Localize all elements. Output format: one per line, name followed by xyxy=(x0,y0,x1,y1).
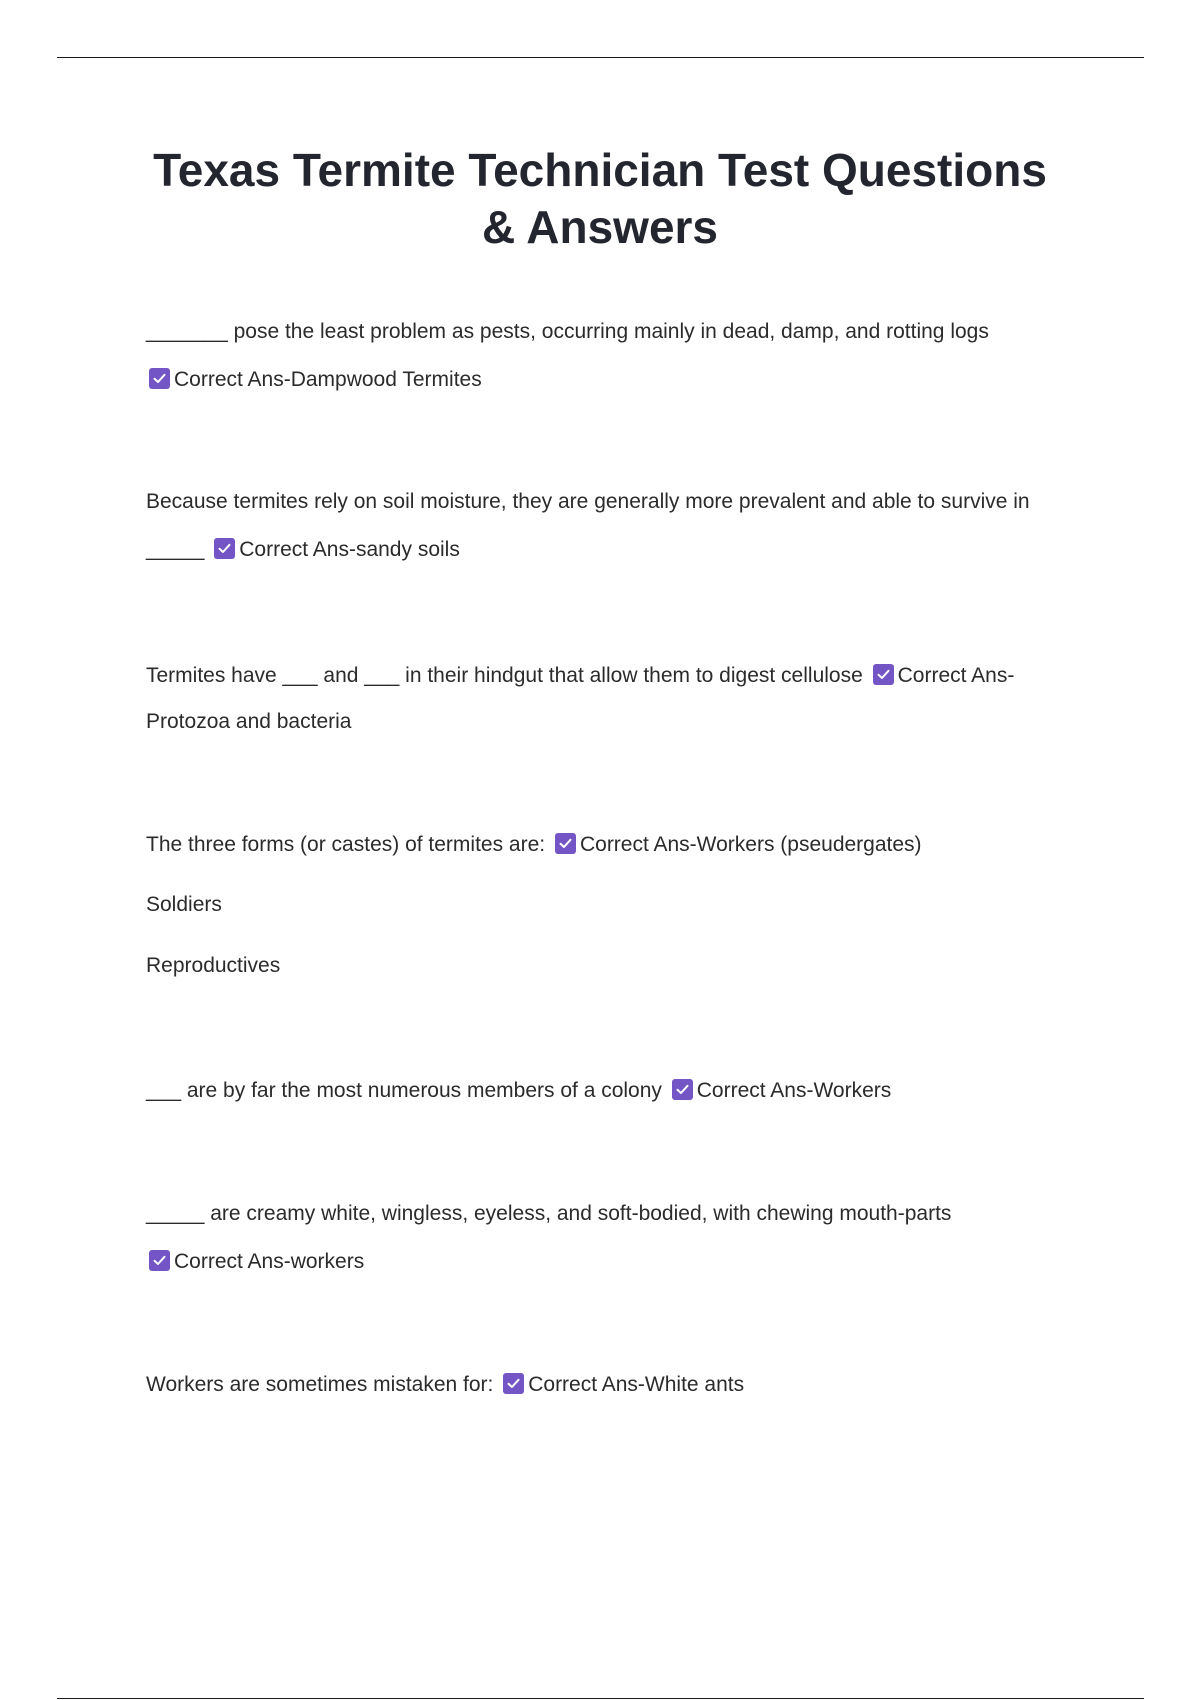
question-line xyxy=(146,1076,1091,1106)
top-rule xyxy=(57,57,1144,58)
title-line-2: & Answers xyxy=(481,201,719,253)
question-line xyxy=(146,1370,1091,1400)
qa-item-1 xyxy=(146,317,1091,395)
answer-text: Correct Ans-Dampwood Termites xyxy=(174,368,482,391)
checkbox-checked-icon xyxy=(555,833,576,854)
answer-line xyxy=(146,365,1091,395)
checkbox-checked-icon xyxy=(672,1079,693,1100)
qa-item-7 xyxy=(146,1370,1091,1400)
page-title xyxy=(100,142,1100,256)
checkbox-checked-icon xyxy=(149,368,170,389)
checkbox-checked-icon xyxy=(214,538,235,559)
qa-item-5 xyxy=(146,1076,1091,1106)
checkbox-checked-icon xyxy=(503,1373,524,1394)
answer-item-reproductives: Reproductives xyxy=(146,954,281,977)
question-line xyxy=(146,830,1091,860)
bottom-rule xyxy=(57,1698,1144,1699)
answer-text: Correct Ans- xyxy=(897,664,1015,687)
question-text: _____ are creamy white, wingless, eyeless, and soft-bodied, with chewing mouth-parts xyxy=(146,1202,952,1225)
answer-text: Correct Ans-workers xyxy=(174,1250,365,1273)
qa-item-3 xyxy=(146,661,1091,737)
qa-item-2 xyxy=(146,487,1091,565)
answer-text: Correct Ans-White ants xyxy=(528,1373,745,1396)
title-line-1: Texas Termite Technician Test Questions xyxy=(153,144,1047,196)
question-text: _______ pose the least problem as pests, occurring mainly in dead, damp, and rotting logs xyxy=(146,320,989,343)
answer-text: Correct Ans-Workers xyxy=(696,1079,892,1102)
question-text: Because termites rely on soil moisture, they are generally more prevalent and able to survive in xyxy=(146,490,1030,513)
question-text: Workers are sometimes mistaken for: xyxy=(146,1373,494,1396)
question-text: Termites have ___ and ___ in their hindgut that allow them to digest cellulose xyxy=(146,664,863,687)
question-text: ___ are by far the most numerous members of a colony xyxy=(146,1079,662,1102)
answer-item-soldiers: Soldiers xyxy=(146,893,222,916)
answer-text: Correct Ans-Workers (pseudergates) xyxy=(579,833,922,856)
answer-text: Correct Ans-sandy soils xyxy=(239,538,460,561)
checkbox-checked-icon xyxy=(149,1250,170,1271)
answer-line xyxy=(146,1247,1091,1277)
qa-item-6 xyxy=(146,1199,1091,1277)
question-text: The three forms (or castes) of termites are: xyxy=(146,833,546,856)
question-text-continued: _____ xyxy=(146,538,205,561)
answer-line xyxy=(146,535,1091,565)
checkbox-checked-icon xyxy=(873,664,894,685)
question-line xyxy=(146,661,1091,691)
answer-text-continued: Protozoa and bacteria xyxy=(146,710,352,733)
qa-item-4 xyxy=(146,830,1091,981)
